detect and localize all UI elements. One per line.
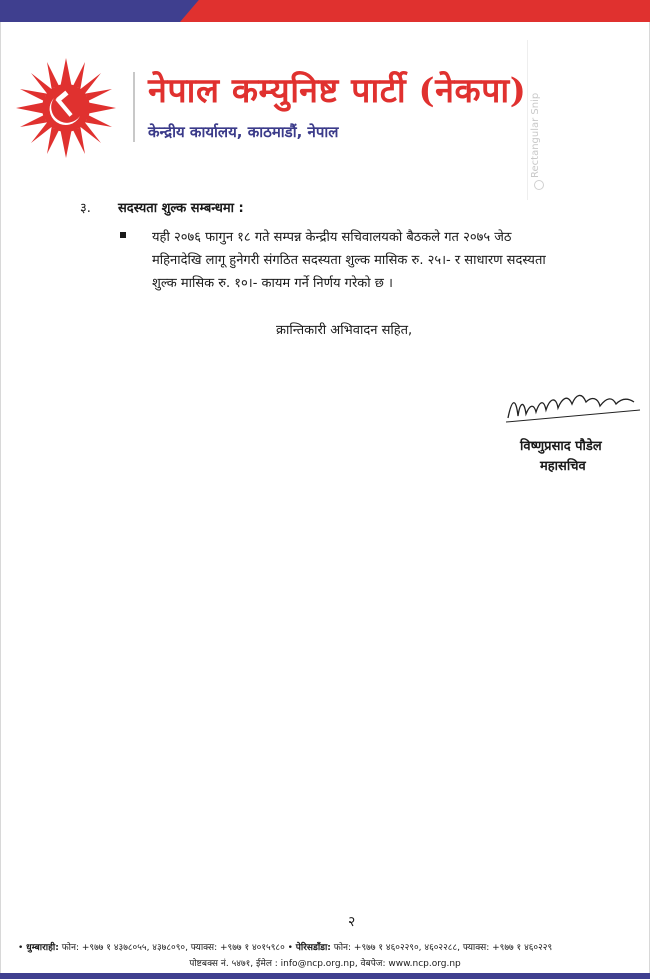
office-address: केन्द्रीय कार्यालय, काठमाडौं, नेपाल bbox=[148, 123, 339, 141]
page-number: २ bbox=[348, 914, 356, 930]
signatory-title: महासचिव bbox=[540, 459, 586, 474]
handwritten-signature bbox=[504, 388, 644, 428]
snip-label: Rectangular Snip bbox=[530, 92, 541, 178]
top-red-stripe bbox=[180, 0, 650, 22]
footer-web-line: पोष्टबक्स नं. ५४७१, ईमेल : info@ncp.org.np, वेबपेज: www.ncp.org.np bbox=[189, 959, 461, 969]
paragraph-line: शुल्क मासिक रु. १०।- कायम गर्ने निर्णय गरेको छ । bbox=[152, 276, 393, 291]
section-number: ३. bbox=[80, 201, 91, 216]
snip-handle-icon[interactable] bbox=[534, 180, 544, 190]
signatory-name: विष्णुप्रसाद पौडेल bbox=[520, 439, 602, 454]
top-blue-stripe bbox=[0, 0, 210, 22]
paragraph-line: यही २०७६ फागुन १८ गते सम्पन्न केन्द्रीय सचिवालयको बैठकले गत २०७५ जेठ bbox=[152, 230, 512, 245]
party-name-title: नेपाल कम्युनिष्ट पार्टी (नेकपा) bbox=[148, 71, 527, 111]
bottom-blue-stripe bbox=[0, 973, 650, 979]
footer-office-label: पेरिसडाँडा: bbox=[295, 943, 331, 953]
header-divider bbox=[133, 72, 135, 142]
bullet-icon bbox=[120, 232, 126, 238]
paragraph-line: महिनादेखि लागू हुनेगरी संगठित सदस्यता शुल्क मासिक रु. २५।- र साधारण सदस्यता bbox=[152, 253, 546, 268]
closing-salutation: क्रान्तिकारी अभिवादन सहित, bbox=[276, 323, 413, 338]
party-emblem-icon bbox=[16, 58, 116, 158]
decision-paragraph bbox=[152, 226, 630, 295]
footer-office-contact: फोन: +९७७ १ ४३७८०५५, ४३७८०९०, फ्याक्स: +९७७ १ ४०१५९८० • bbox=[58, 943, 296, 953]
footer-office-contact: फोन: +९७७ १ ४६०२२९०, ४६०२२८८, फ्याक्स: +९७७ १ ४६०२२९ bbox=[330, 943, 553, 953]
footer-office-label: धुम्बाराही: bbox=[26, 943, 59, 953]
footer-contact-line: • धुम्बाराही: फोन: +९७७ १ ४३७८०५५, ४३७८०९०, फ्याक्स: +९७७ १ ४०१५९८० • पेरिसडाँडा: फोन: +९७७ १ ४६०२२९०, ४६०२२८८, फ्याक्स: +९७७ १ ४६०२२९ bbox=[18, 943, 553, 953]
section-title: सदस्यता शुल्क सम्बन्धमा : bbox=[118, 201, 244, 216]
